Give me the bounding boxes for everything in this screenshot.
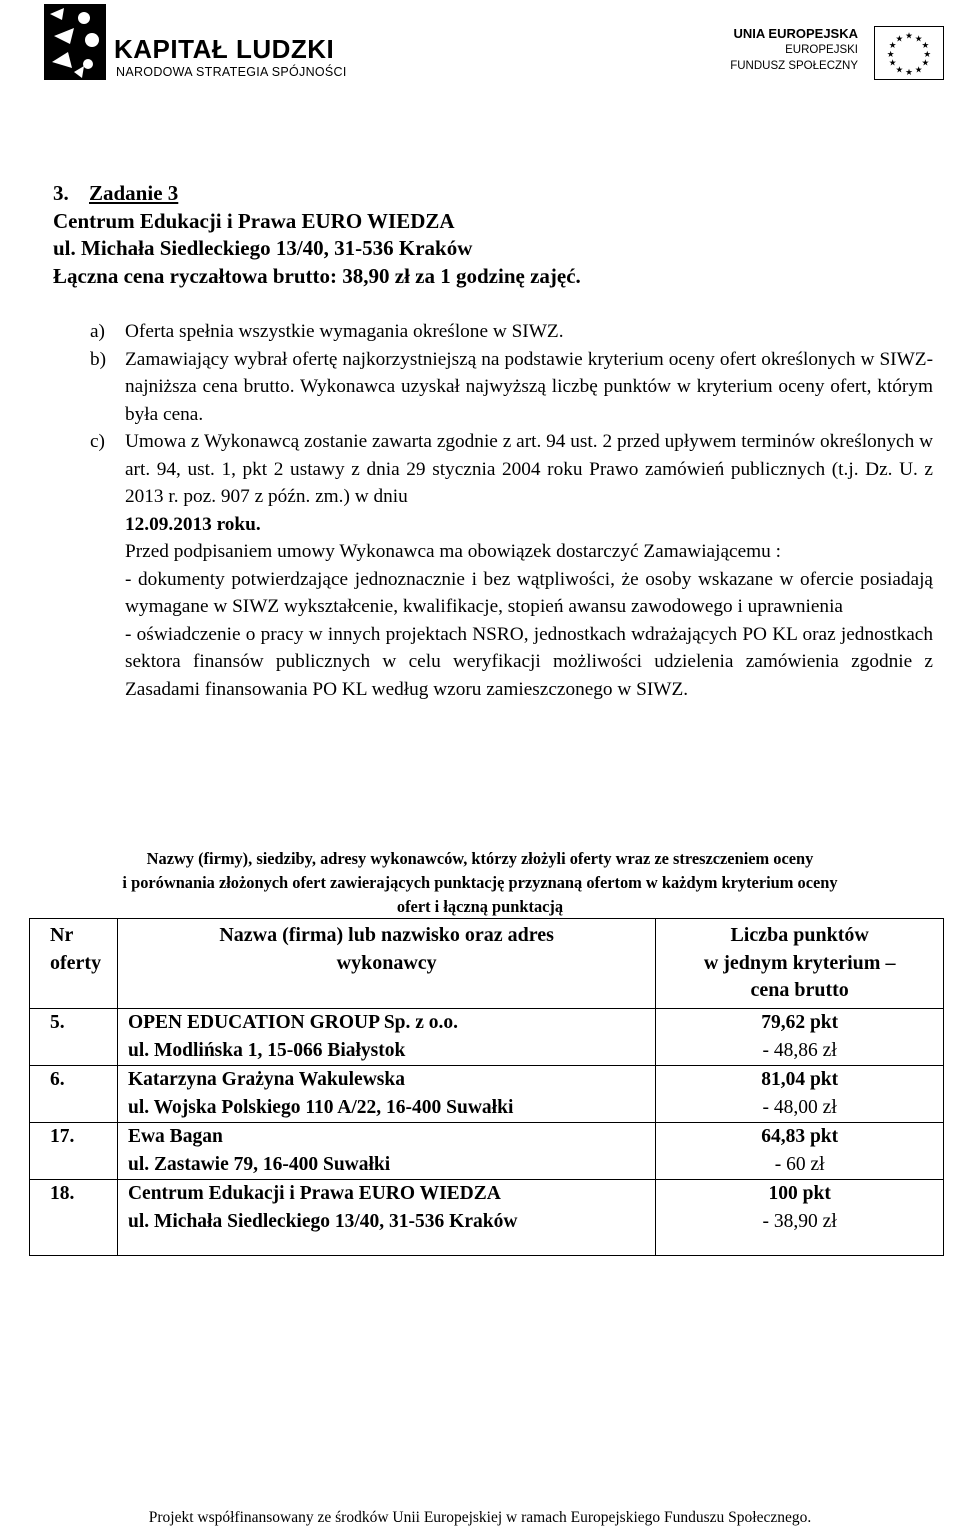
table-row: [30, 1123, 944, 1180]
eu-flag-icon: [874, 26, 944, 80]
section-price: Łączna cena ryczałtowa brutto: 38,90 zł za 1 godzinę zajęć.: [53, 263, 581, 288]
offer-number: 5.: [30, 1009, 118, 1066]
offer-number: 18.: [30, 1180, 118, 1256]
table-caption-line3: ofert i łączną punktacją: [396, 897, 564, 916]
svg-text:★: ★: [914, 65, 923, 76]
contract-text: Umowa z Wykonawcą zostanie zawarta zgodnie z art. 94 ust. 2 przed upływem terminów określonych w art. 94, ust. 1, pkt 2 ustawy z dnia 29 stycznia 2004 roku Prawo zamówień publicznych (t.j. Dz. U. z 2013 r. poz. 907 z późn. zm.) w dniu: [125, 431, 933, 507]
eu-logo: [722, 26, 944, 82]
contractor-name: Ewa Bagan: [127, 1126, 223, 1147]
section-number: 3.: [53, 181, 69, 205]
header-contractor: [117, 919, 655, 1009]
svg-text:★: ★: [888, 58, 897, 69]
svg-text:★: ★: [895, 34, 904, 45]
page-footer: Projekt współfinansowany ze środków Unii Europejskiej w ramach Europejskiego Funduszu Społecznego.: [148, 1509, 812, 1526]
svg-text:★: ★: [923, 49, 932, 60]
list-item-a: [90, 318, 933, 346]
list-item-b: [90, 346, 933, 429]
list-item-c: [90, 428, 933, 703]
points-cell: [656, 1066, 944, 1123]
svg-text:★: ★: [914, 34, 923, 45]
eu-logo-line3: FUNDUSZ SPOŁECZNY: [730, 60, 858, 72]
price-value: - 38,90 zł: [762, 1211, 837, 1232]
svg-text:★: ★: [886, 49, 895, 60]
section-contractor-address: ul. Michała Siedleckiego 13/40, 31-536 Kraków: [53, 236, 473, 260]
contractor-cell: [117, 1123, 655, 1180]
offers-table: [29, 918, 944, 1256]
contractor-name: Katarzyna Grażyna Wakulewska: [127, 1069, 405, 1090]
decision-list: [90, 318, 933, 703]
section-title-line: [53, 180, 581, 208]
offer-number: 6.: [30, 1066, 118, 1123]
list-label: a): [90, 321, 105, 342]
header-text: oferty: [50, 951, 102, 974]
documents-text: - dokumenty potwierdzające jednoznacznie i bez wątpliwości, że osoby wskazane w ofercie posiadają wymagane w SIWZ wykształcenie, kwalifikacje, stopień awansu zawodowego i uprawnienia: [125, 568, 933, 617]
offer-number: 17.: [30, 1123, 118, 1180]
svg-text:★: ★: [905, 68, 913, 79]
eu-logo-line1: UNIA EUROPEJSKA: [733, 26, 858, 41]
list-text: [125, 428, 933, 538]
table-caption-line1: Nazwy (firmy), siedziby, adresy wykonawców, którzy złożyli oferty wraz ze streszczeniem oceny: [146, 849, 814, 868]
section-heading: [53, 180, 581, 290]
svg-text:★: ★: [921, 58, 930, 69]
header-text: w jednym kryterium –: [703, 951, 896, 974]
svg-text:★: ★: [905, 31, 913, 42]
kapital-ludzki-logo: [44, 4, 364, 82]
eu-logo-line2: EUROPEJSKI: [785, 44, 858, 56]
before-signing-text: Przed podpisaniem umowy Wykonawca ma obowiązek dostarczyć Zamawiającemu :: [125, 541, 781, 562]
section-title: Zadanie 3: [89, 181, 179, 205]
list-label: c): [90, 431, 105, 452]
contractor-cell: [117, 1180, 655, 1256]
header-text: Nr: [50, 924, 74, 946]
contract-date: 12.09.2013 roku.: [125, 513, 261, 535]
table-row: [30, 1009, 944, 1066]
kapital-ludzki-mark-icon: [44, 4, 106, 80]
points-cell: [656, 1123, 944, 1180]
svg-text:★: ★: [921, 41, 930, 52]
points-value: 100 pkt: [768, 1183, 831, 1204]
contractor-address: ul. Zastawie 79, 16-400 Suwałki: [127, 1154, 391, 1175]
logo-subtitle: NARODOWA STRATEGIA SPÓJNOŚCI: [116, 65, 347, 79]
table-row: [30, 1066, 944, 1123]
contractor-address: ul. Wojska Polskiego 110 A/22, 16-400 Suwałki: [127, 1097, 514, 1118]
header-text: Nazwa (firma) lub nazwisko oraz adres: [219, 924, 554, 946]
eu-logo-text: [730, 26, 858, 74]
points-value: 64,83 pkt: [761, 1126, 839, 1147]
svg-text:★: ★: [888, 41, 897, 52]
contractor-address: ul. Michała Siedleckiego 13/40, 31-536 Kraków: [127, 1211, 518, 1232]
header-text: wykonawcy: [336, 951, 437, 974]
contractor-name: Centrum Edukacji i Prawa EURO WIEDZA: [127, 1183, 501, 1204]
list-text: Zamawiający wybrał ofertę najkorzystniejszą na podstawie kryterium oceny ofert określonych w SIWZ- najniższa cena brutto. Wykonawca uzyskał najwyższą liczbę punktów w kryterium oceny ofert, którym była cena.: [125, 348, 933, 425]
section-contractor-name: Centrum Edukacji i Prawa EURO WIEDZA: [53, 208, 455, 233]
price-value: - 60 zł: [774, 1154, 825, 1175]
points-value: 81,04 pkt: [761, 1069, 839, 1090]
points-cell: [656, 1009, 944, 1066]
header-text: cena brutto: [750, 979, 849, 1001]
list-label: b): [90, 348, 107, 370]
price-value: - 48,86 zł: [762, 1040, 837, 1061]
header-offer-number: [30, 919, 118, 1009]
list-text: Oferta spełnia wszystkie wymagania określone w SIWZ.: [125, 321, 564, 342]
contractor-address: ul. Modlińska 1, 15-066 Białystok: [127, 1040, 406, 1061]
table-caption-line2: i porównania złożonych ofert zawierających punktację przyznaną ofertom w każdym kryterium oceny: [122, 873, 838, 892]
statement-text: - oświadczenie o pracy w innych projektach NSRO, jednostkach wdrażających PO KL oraz jednostkach sektora finansów publicznych w celu weryfikacji możliwości udzielenia zamówienia zgodnie z Zasadami finansowania PO KL według wzoru zamieszczonego w SIWZ.: [125, 623, 933, 700]
table-row: [30, 1180, 944, 1256]
contractor-name: OPEN EDUCATION GROUP Sp. z o.o.: [127, 1012, 459, 1033]
contractor-cell: [117, 1009, 655, 1066]
svg-text:★: ★: [895, 65, 904, 76]
points-cell: [656, 1180, 944, 1256]
header-text: Liczba punktów: [730, 924, 869, 946]
logo-title: KAPITAŁ LUDZKI: [114, 34, 335, 64]
header-points: [656, 919, 944, 1009]
contractor-cell: [117, 1066, 655, 1123]
table-caption: [30, 847, 930, 919]
price-value: - 48,00 zł: [762, 1097, 837, 1118]
points-value: 79,62 pkt: [761, 1012, 839, 1033]
table-header-row: [30, 919, 944, 1009]
